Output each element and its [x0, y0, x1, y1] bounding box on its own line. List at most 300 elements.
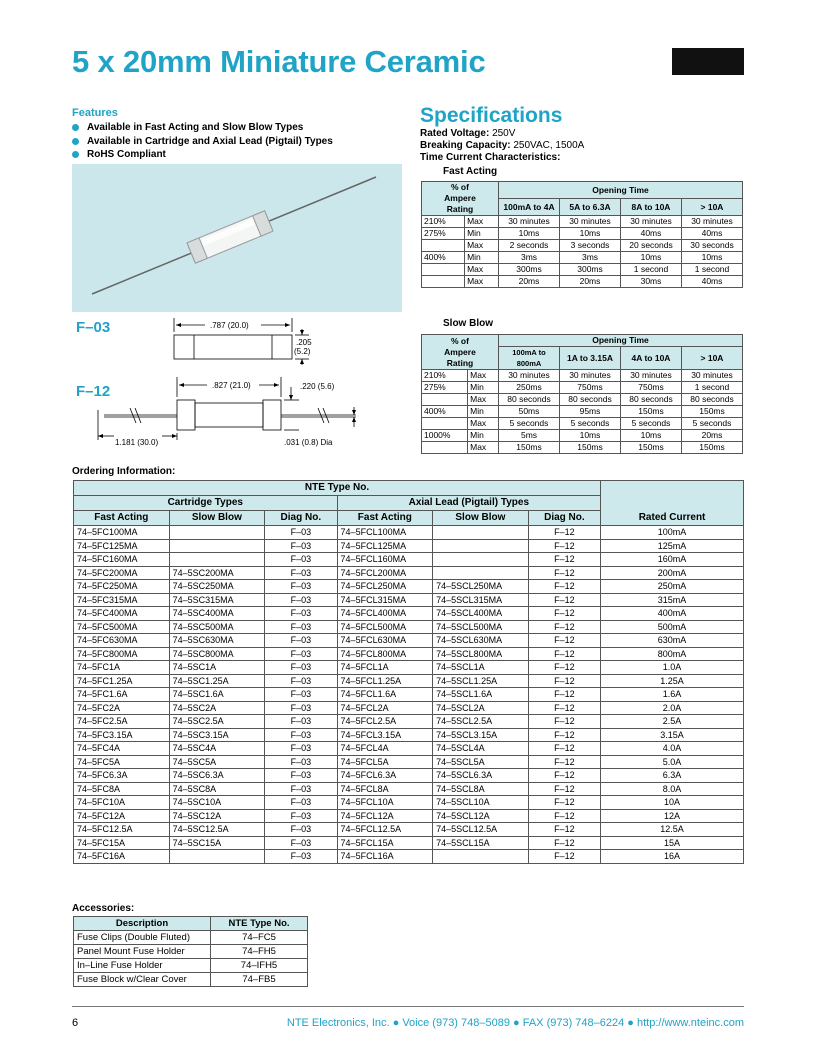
slow-blow-cell: 74–5SC10A — [169, 796, 265, 810]
order-row — [74, 742, 744, 756]
accessory-row — [74, 945, 308, 959]
order-row — [74, 580, 744, 594]
slow-blow-cell — [169, 539, 265, 553]
diag-no-cell: F–03 — [265, 539, 337, 553]
diag-no-cell: F–03 — [265, 634, 337, 648]
time-cell: 1 second — [621, 264, 682, 276]
diag-no-cell: F–03 — [265, 769, 337, 783]
range-column-header: 8A to 10A — [621, 199, 682, 216]
rated-current-cell: 100mA — [601, 526, 744, 540]
pct-cell: 210% — [422, 216, 465, 228]
axial-slow-cell: 74–5SCL15A — [433, 836, 529, 850]
ordering-table — [73, 480, 744, 864]
f12-diameter-dim: .220 (5.6) — [300, 382, 335, 391]
page-title: 5 x 20mm Miniature Ceramic — [72, 44, 486, 79]
accessory-description: Fuse Block w/Clear Cover — [74, 973, 211, 987]
order-row — [74, 539, 744, 553]
feature-text: Available in Cartridge and Axial Lead (Pigtail) Types — [87, 135, 333, 147]
min-max-cell: Max — [465, 216, 499, 228]
f12-wire-dim: .031 (0.8) Dia — [284, 438, 333, 447]
time-cell: 3 seconds — [560, 240, 621, 252]
axial-slow-cell — [433, 553, 529, 567]
axial-diag-cell: F–12 — [528, 647, 600, 661]
axial-slow-cell: 74–5SCL2.5A — [433, 715, 529, 729]
axial-diag-cell: F–12 — [528, 742, 600, 756]
axial-slow-cell: 74–5SCL630MA — [433, 634, 529, 648]
spec-lines — [420, 128, 584, 164]
slow-blow-cell: 74–5SC2A — [169, 701, 265, 715]
spec-row — [422, 252, 743, 264]
slow-blow-cell — [169, 553, 265, 567]
diag-no-cell: F–03 — [265, 782, 337, 796]
diag-no-cell: F–03 — [265, 742, 337, 756]
min-max-cell: Min — [465, 252, 499, 264]
pct-cell — [422, 264, 465, 276]
fast-acting-cell: 74–5FC10A — [74, 796, 170, 810]
axial-diag-cell: F–12 — [528, 526, 600, 540]
axial-slow-cell: 74–5SCL1A — [433, 661, 529, 675]
time-cell: 20ms — [560, 276, 621, 288]
axial-fast-cell: 74–5FCL800MA — [337, 647, 433, 661]
time-cell: 30 minutes — [621, 216, 682, 228]
fast-acting-cell: 74–5FC500MA — [74, 620, 170, 634]
rated-current-cell: 2.5A — [601, 715, 744, 729]
f12-diagram-label: F–12 — [76, 383, 111, 400]
diag-no-cell: F–03 — [265, 661, 337, 675]
axial-slow-cell — [433, 526, 529, 540]
slow-blow-heading: Slow Blow — [443, 318, 493, 329]
feature-item — [72, 148, 333, 162]
axial-slow-cell: 74–5SCL250MA — [433, 580, 529, 594]
pct-header-line: Rating — [446, 204, 474, 214]
time-cell: 150ms — [682, 406, 743, 418]
axial-diag-cell: F–12 — [528, 850, 600, 864]
acc-col-description: Description — [74, 917, 211, 931]
specifications-heading: Specifications — [420, 104, 563, 127]
time-cell: 10ms — [560, 228, 621, 240]
diag-no-cell: F–03 — [265, 836, 337, 850]
fast-acting-cell: 74–5FC6.3A — [74, 769, 170, 783]
rated-current-header: Rated Current — [601, 481, 744, 526]
time-cell: 40ms — [682, 276, 743, 288]
rated-current-cell: 125mA — [601, 539, 744, 553]
bullet-icon — [72, 124, 79, 131]
order-row — [74, 620, 744, 634]
order-row — [74, 553, 744, 567]
axial-fast-cell: 74–5FCL160MA — [337, 553, 433, 567]
slow-blow-cell: 74–5SC5A — [169, 755, 265, 769]
feature-item — [72, 135, 333, 149]
time-cell: 5ms — [499, 430, 560, 442]
fast-acting-cell: 74–5FC630MA — [74, 634, 170, 648]
range-column-header: 5A to 6.3A — [560, 199, 621, 216]
rated-current-cell: 315mA — [601, 593, 744, 607]
min-max-cell: Max — [468, 418, 499, 430]
time-cell: 30 minutes — [621, 370, 682, 382]
time-cell: 30ms — [621, 276, 682, 288]
fast-acting-cell: 74–5FC100MA — [74, 526, 170, 540]
min-max-cell: Max — [468, 394, 499, 406]
pct-cell — [422, 418, 468, 430]
axial-diag-cell: F–12 — [528, 769, 600, 783]
fast-acting-cell: 74–5FC1.6A — [74, 688, 170, 702]
diag-no-cell: F–03 — [265, 850, 337, 864]
time-cell: 30 minutes — [560, 370, 621, 382]
fast-acting-cell: 74–5FC8A — [74, 782, 170, 796]
time-cell: 750ms — [560, 382, 621, 394]
axial-diag-cell: F–12 — [528, 701, 600, 715]
pct-header-line: % of — [451, 182, 469, 192]
pct-cell — [422, 240, 465, 252]
order-row — [74, 796, 744, 810]
axial-diag-cell: F–12 — [528, 620, 600, 634]
axial-fast-cell: 74–5FCL12.5A — [337, 823, 433, 837]
pct-rating-header — [422, 335, 499, 370]
spec-row — [422, 418, 743, 430]
axial-diag-cell: F–12 — [528, 823, 600, 837]
spec-row — [422, 394, 743, 406]
axial-slow-cell: 74–5SCL1.25A — [433, 674, 529, 688]
order-row — [74, 647, 744, 661]
order-row — [74, 526, 744, 540]
spec-row — [422, 216, 743, 228]
axial-fast-cell: 74–5FCL500MA — [337, 620, 433, 634]
rated-voltage-value: 250V — [492, 128, 516, 139]
slow-blow-cell: 74–5SC630MA — [169, 634, 265, 648]
f03-diagram-label: F–03 — [76, 319, 111, 336]
slow-blow-cell: 74–5SC2.5A — [169, 715, 265, 729]
axial-slow-cell: 74–5SCL5A — [433, 755, 529, 769]
slow-blow-cell — [169, 526, 265, 540]
f03-diameter-dim: .205 — [296, 338, 312, 347]
time-cell: 300ms — [499, 264, 560, 276]
slow-blow-cell: 74–5SC315MA — [169, 593, 265, 607]
features-heading: Features — [72, 107, 118, 119]
time-cell: 20ms — [499, 276, 560, 288]
rated-current-cell: 5.0A — [601, 755, 744, 769]
slow-blow-cell: 74–5SC3.15A — [169, 728, 265, 742]
f12-length-dim: .827 (21.0) — [212, 381, 251, 390]
time-cell: 250ms — [499, 382, 560, 394]
slow-blow-cell: 74–5SC1.25A — [169, 674, 265, 688]
time-cell: 40ms — [621, 228, 682, 240]
axial-diag-cell: F–12 — [528, 553, 600, 567]
slow-blow-cell: 74–5SC250MA — [169, 580, 265, 594]
axial-fast-cell: 74–5FCL3.15A — [337, 728, 433, 742]
pct-cell: 275% — [422, 228, 465, 240]
rated-current-cell: 4.0A — [601, 742, 744, 756]
fast-acting-cell: 74–5FC200MA — [74, 566, 170, 580]
fast-acting-cell: 74–5FC12A — [74, 809, 170, 823]
diag-no-cell: F–03 — [265, 715, 337, 729]
accessory-type: 74–FB5 — [211, 973, 308, 987]
axial-fast-cell: 74–5FCL630MA — [337, 634, 433, 648]
pct-cell: 210% — [422, 370, 468, 382]
min-max-cell: Min — [468, 382, 499, 394]
ordering-heading: Ordering Information: — [72, 466, 176, 477]
axial-slow-cell — [433, 850, 529, 864]
diag-no-cell: F–03 — [265, 593, 337, 607]
spec-row — [422, 228, 743, 240]
axial-diag-cell: F–12 — [528, 836, 600, 850]
time-cell: 30 minutes — [499, 370, 560, 382]
rated-current-cell: 3.15A — [601, 728, 744, 742]
rated-current-cell: 160mA — [601, 553, 744, 567]
nte-type-header: NTE Type No. — [74, 481, 601, 496]
diag-no-cell: F–03 — [265, 607, 337, 621]
diag-no-cell: F–03 — [265, 688, 337, 702]
rated-current-cell: 2.0A — [601, 701, 744, 715]
axial-fast-cell: 74–5FCL5A — [337, 755, 433, 769]
time-cell: 150ms — [621, 442, 682, 454]
slow-blow-cell: 74–5SC12A — [169, 809, 265, 823]
f03-length-dim: .787 (20.0) — [210, 321, 249, 330]
pct-cell: 275% — [422, 382, 468, 394]
rated-current-cell: 500mA — [601, 620, 744, 634]
order-row — [74, 728, 744, 742]
axial-diag-cell: F–12 — [528, 715, 600, 729]
rated-current-cell: 1.0A — [601, 661, 744, 675]
pct-header-line: Ampere — [444, 193, 476, 203]
time-cell: 20 seconds — [621, 240, 682, 252]
col-fast-acting: Fast Acting — [74, 511, 170, 526]
axial-slow-cell: 74–5SCL500MA — [433, 620, 529, 634]
axial-diag-cell: F–12 — [528, 782, 600, 796]
slow-blow-cell: 74–5SC12.5A — [169, 823, 265, 837]
spec-row — [422, 382, 743, 394]
accessory-type: 74–FC5 — [211, 931, 308, 945]
fast-acting-cell: 74–5FC4A — [74, 742, 170, 756]
axial-slow-cell: 74–5SCL12.5A — [433, 823, 529, 837]
axial-slow-cell: 74–5SCL8A — [433, 782, 529, 796]
order-row — [74, 769, 744, 783]
axial-fast-cell: 74–5FCL400MA — [337, 607, 433, 621]
axial-slow-cell: 74–5SCL800MA — [433, 647, 529, 661]
time-cell: 1 second — [682, 264, 743, 276]
range-column-header: 1A to 3.15A — [560, 347, 621, 370]
rated-current-cell: 8.0A — [601, 782, 744, 796]
acc-col-type: NTE Type No. — [211, 917, 308, 931]
accessories-table — [73, 916, 308, 987]
axial-fast-cell: 74–5FCL100MA — [337, 526, 433, 540]
pct-cell: 400% — [422, 406, 468, 418]
rated-voltage-label: Rated Voltage: — [420, 128, 490, 139]
rated-current-cell: 16A — [601, 850, 744, 864]
fast-acting-cell: 74–5FC15A — [74, 836, 170, 850]
axial-diag-cell: F–12 — [528, 674, 600, 688]
pct-header-line: Rating — [446, 357, 474, 368]
col-fast-acting: Fast Acting — [337, 511, 433, 526]
time-cell: 30 seconds — [682, 240, 743, 252]
order-row — [74, 661, 744, 675]
rated-current-cell: 12A — [601, 809, 744, 823]
order-row — [74, 593, 744, 607]
range-column-header: 100mA to 4A — [499, 199, 560, 216]
cartridge-types-header: Cartridge Types — [74, 496, 338, 511]
pct-cell: 400% — [422, 252, 465, 264]
order-row — [74, 850, 744, 864]
axial-fast-cell: 74–5FCL2A — [337, 701, 433, 715]
diag-no-cell: F–03 — [265, 701, 337, 715]
rated-current-cell: 15A — [601, 836, 744, 850]
fast-acting-cell: 74–5FC2A — [74, 701, 170, 715]
accessory-type: 74–FH5 — [211, 945, 308, 959]
time-cell: 10ms — [682, 252, 743, 264]
min-max-cell: Max — [468, 442, 499, 454]
col-slow-blow: Slow Blow — [169, 511, 265, 526]
axial-fast-cell: 74–5FCL2.5A — [337, 715, 433, 729]
time-cell: 150ms — [560, 442, 621, 454]
time-cell: 30 minutes — [682, 216, 743, 228]
rated-current-cell: 1.6A — [601, 688, 744, 702]
axial-diag-cell: F–12 — [528, 634, 600, 648]
axial-types-header: Axial Lead (Pigtail) Types — [337, 496, 601, 511]
accessory-row — [74, 931, 308, 945]
axial-diag-cell: F–12 — [528, 661, 600, 675]
slow-blow-cell: 74–5SC1A — [169, 661, 265, 675]
fuse-image — [72, 164, 402, 312]
rated-current-cell: 400mA — [601, 607, 744, 621]
accessory-description: In–Line Fuse Holder — [74, 959, 211, 973]
spec-row — [422, 276, 743, 288]
fast-acting-cell: 74–5FC315MA — [74, 593, 170, 607]
order-row — [74, 566, 744, 580]
time-cell: 30 minutes — [499, 216, 560, 228]
order-row — [74, 715, 744, 729]
col-diag-no: Diag No. — [528, 511, 600, 526]
time-cell: 2 seconds — [499, 240, 560, 252]
time-cell: 5 seconds — [621, 418, 682, 430]
time-cell: 150ms — [682, 442, 743, 454]
axial-slow-cell: 74–5SCL400MA — [433, 607, 529, 621]
pct-cell — [422, 442, 468, 454]
rated-current-cell: 200mA — [601, 566, 744, 580]
fast-acting-cell: 74–5FC5A — [74, 755, 170, 769]
min-max-cell: Max — [465, 276, 499, 288]
axial-diag-cell: F–12 — [528, 580, 600, 594]
fast-acting-cell: 74–5FC2.5A — [74, 715, 170, 729]
axial-fast-cell: 74–5FCL200MA — [337, 566, 433, 580]
axial-slow-cell: 74–5SCL12A — [433, 809, 529, 823]
order-row — [74, 782, 744, 796]
axial-diag-cell: F–12 — [528, 688, 600, 702]
fast-acting-table — [421, 181, 743, 288]
rated-current-cell: 630mA — [601, 634, 744, 648]
axial-fast-cell: 74–5FCL6.3A — [337, 769, 433, 783]
fast-acting-cell: 74–5FC1A — [74, 661, 170, 675]
axial-fast-cell: 74–5FCL8A — [337, 782, 433, 796]
axial-fast-cell: 74–5FCL315MA — [337, 593, 433, 607]
feature-text: Available in Fast Acting and Slow Blow Types — [87, 122, 304, 133]
time-cell: 150ms — [499, 442, 560, 454]
fast-acting-cell: 74–5FC12.5A — [74, 823, 170, 837]
breaking-capacity-label: Breaking Capacity: — [420, 140, 511, 151]
pct-rating-header — [422, 182, 499, 216]
rated-current-cell: 10A — [601, 796, 744, 810]
fast-acting-cell: 74–5FC1.25A — [74, 674, 170, 688]
fast-acting-cell: 74–5FC16A — [74, 850, 170, 864]
axial-diag-cell: F–12 — [528, 566, 600, 580]
time-cell: 300ms — [560, 264, 621, 276]
range-column-header: > 10A — [682, 347, 743, 370]
axial-fast-cell: 74–5FCL1.25A — [337, 674, 433, 688]
pct-header-line: Ampere — [444, 346, 476, 357]
black-tab-block — [672, 48, 744, 75]
slow-blow-cell: 74–5SC6.3A — [169, 769, 265, 783]
rated-current-cell: 1.25A — [601, 674, 744, 688]
min-max-cell: Max — [468, 370, 499, 382]
breaking-capacity-value: 250VAC, 1500A — [513, 140, 585, 151]
axial-fast-cell: 74–5FCL125MA — [337, 539, 433, 553]
opening-time-header: Opening Time — [499, 335, 743, 347]
fast-acting-cell: 74–5FC800MA — [74, 647, 170, 661]
time-cell: 40ms — [682, 228, 743, 240]
bullet-icon — [72, 138, 79, 145]
time-cell: 80 seconds — [682, 394, 743, 406]
time-cell: 50ms — [499, 406, 560, 418]
axial-diag-cell: F–12 — [528, 809, 600, 823]
time-cell: 750ms — [621, 382, 682, 394]
order-row — [74, 701, 744, 715]
footer-rule — [72, 1006, 744, 1007]
slow-blow-cell: 74–5SC1.6A — [169, 688, 265, 702]
time-cell: 5 seconds — [499, 418, 560, 430]
slow-blow-table — [421, 334, 743, 454]
axial-slow-cell: 74–5SCL3.15A — [433, 728, 529, 742]
slow-blow-cell: 74–5SC500MA — [169, 620, 265, 634]
slow-blow-cell: 74–5SC400MA — [169, 607, 265, 621]
spec-row — [422, 370, 743, 382]
rated-current-cell: 12.5A — [601, 823, 744, 837]
axial-slow-cell: 74–5SCL1.6A — [433, 688, 529, 702]
diag-no-cell: F–03 — [265, 566, 337, 580]
axial-slow-cell — [433, 566, 529, 580]
accessory-row — [74, 973, 308, 987]
axial-fast-cell: 74–5FCL12A — [337, 809, 433, 823]
fast-acting-cell: 74–5FC250MA — [74, 580, 170, 594]
accessory-row — [74, 959, 308, 973]
time-cell: 150ms — [621, 406, 682, 418]
spec-row — [422, 264, 743, 276]
time-cell: 80 seconds — [621, 394, 682, 406]
time-cell: 80 seconds — [560, 394, 621, 406]
diag-no-cell: F–03 — [265, 674, 337, 688]
col-diag-no: Diag No. — [265, 511, 337, 526]
accessory-description: Panel Mount Fuse Holder — [74, 945, 211, 959]
axial-diag-cell: F–12 — [528, 796, 600, 810]
pct-cell: 1000% — [422, 430, 468, 442]
order-row — [74, 674, 744, 688]
col-slow-blow: Slow Blow — [433, 511, 529, 526]
axial-fast-cell: 74–5FCL250MA — [337, 580, 433, 594]
order-row — [74, 688, 744, 702]
axial-fast-cell: 74–5FCL1A — [337, 661, 433, 675]
diag-no-cell: F–03 — [265, 647, 337, 661]
spec-header-row — [422, 182, 743, 199]
fast-acting-cell: 74–5FC400MA — [74, 607, 170, 621]
time-cell: 5 seconds — [682, 418, 743, 430]
diag-no-cell: F–03 — [265, 823, 337, 837]
diag-no-cell: F–03 — [265, 755, 337, 769]
time-cell: 10ms — [560, 430, 621, 442]
dimension-drawings — [84, 315, 384, 450]
slow-blow-cell — [169, 850, 265, 864]
time-cell: 3ms — [499, 252, 560, 264]
diag-no-cell: F–03 — [265, 553, 337, 567]
time-cell: 5 seconds — [560, 418, 621, 430]
spec-row — [422, 406, 743, 418]
axial-slow-cell: 74–5SCL10A — [433, 796, 529, 810]
